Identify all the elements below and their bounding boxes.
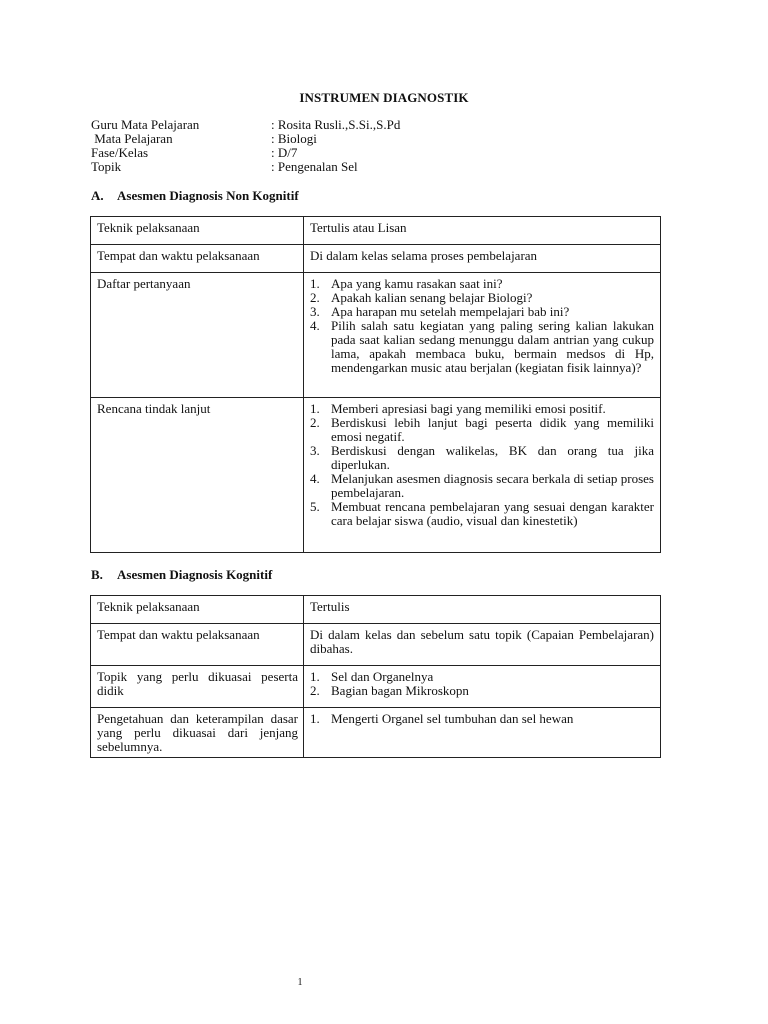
info-value: : Pengenalan Sel — [271, 159, 358, 174]
followup-list — [310, 402, 654, 528]
table-row — [91, 245, 661, 273]
table-value-cell — [304, 708, 661, 758]
table-row — [91, 217, 661, 245]
table-value-cell — [304, 273, 661, 398]
table-label-cell: Teknik pelaksanaan — [91, 596, 304, 624]
table-value-cell — [304, 398, 661, 553]
info-value: : D/7 — [271, 145, 298, 160]
table-row — [91, 398, 661, 553]
list-item: 2. Apakah kalian senang belajar Biologi? — [310, 290, 533, 305]
info-row-topic — [91, 160, 400, 174]
prerequisite-list — [310, 712, 654, 726]
info-key: Guru Mata Pelajaran — [91, 117, 200, 132]
info-value: : Rosita Rusli.,S.Si.,S.Pd — [271, 117, 401, 132]
cognitive-table — [90, 595, 661, 758]
table-label-cell: Pengetahuan dan keterampilan dasar yang perlu dikuasai dari jenjang sebelumnya. — [91, 708, 304, 758]
list-item: 2. Berdiskusi lebih lanjut bagi peserta didik yang memiliki emosi negatif. — [310, 415, 654, 444]
list-item: 5. Membuat rencana pembelajaran yang sesuai dengan karakter cara belajar siswa (audio, visual dan kinestetik) — [310, 499, 654, 528]
table-label-cell: Daftar pertanyaan — [91, 273, 304, 398]
info-block — [91, 118, 400, 174]
table-row — [91, 708, 661, 758]
table-value-cell — [304, 666, 661, 708]
list-item: 1. Sel dan Organelnya — [310, 669, 434, 684]
info-row-teacher — [91, 118, 400, 132]
list-item: 3. Berdiskusi dengan walikelas, BK dan orang tua jika diperlukan. — [310, 443, 654, 472]
info-row-class — [91, 146, 400, 160]
table-row — [91, 624, 661, 666]
table-row — [91, 596, 661, 624]
page-number: 1 — [297, 977, 303, 988]
table-value-cell: Di dalam kelas dan sebelum satu topik (Capaian Pembelajaran) dibahas. — [304, 624, 661, 666]
table-row — [91, 273, 661, 398]
section-letter: A. — [91, 188, 104, 203]
table-value-cell: Tertulis — [304, 596, 661, 624]
list-item: 4. Melanjukan asesmen diagnosis secara berkala di setiap proses pembelajaran. — [310, 471, 654, 500]
table-label-cell: Rencana tindak lanjut — [91, 398, 304, 553]
info-value: : Biologi — [271, 131, 317, 146]
list-item: 4. Pilih salah satu kegiatan yang paling sering kalian lakukan pada saat kalian sedang menunggu dalam antrian yang cukup lama, apakah membaca buku, bermain medsos di Hp, mendengarkan music atau berjalan (kegiatan fisik lainnya)? — [310, 318, 654, 375]
table-label-cell: Tempat dan waktu pelaksanaan — [91, 624, 304, 666]
topic-list — [310, 670, 654, 698]
section-a-heading — [91, 188, 299, 204]
document-title: INSTRUMEN DIAGNOSTIK — [299, 90, 469, 105]
non-cognitive-table — [90, 216, 661, 553]
table-label-cell: Tempat dan waktu pelaksanaan — [91, 245, 304, 273]
info-key: Fase/Kelas — [91, 145, 149, 160]
table-value-cell: Tertulis atau Lisan — [304, 217, 661, 245]
section-title: Asesmen Diagnosis Kognitif — [117, 567, 273, 582]
list-item: 1. Mengerti Organel sel tumbuhan dan sel hewan — [310, 711, 574, 726]
section-letter: B. — [91, 567, 103, 582]
section-title: Asesmen Diagnosis Non Kognitif — [117, 188, 299, 203]
table-label-cell: Topik yang perlu dikuasai peserta didik — [91, 666, 304, 708]
list-item: 1. Memberi apresiasi bagi yang memiliki emosi positif. — [310, 401, 606, 416]
info-key: Mata Pelajaran — [91, 131, 173, 146]
info-row-subject — [91, 132, 400, 146]
table-row — [91, 666, 661, 708]
list-item: 3. Apa harapan mu setelah mempelajari bab ini? — [310, 304, 570, 319]
question-list — [310, 277, 654, 375]
table-value-cell: Di dalam kelas selama proses pembelajaran — [304, 245, 661, 273]
section-b-heading — [91, 567, 272, 583]
table-label-cell: Teknik pelaksanaan — [91, 217, 304, 245]
info-key: Topik — [91, 159, 122, 174]
list-item: 2. Bagian bagan Mikroskopn — [310, 683, 469, 698]
list-item: 1. Apa yang kamu rasakan saat ini? — [310, 276, 503, 291]
